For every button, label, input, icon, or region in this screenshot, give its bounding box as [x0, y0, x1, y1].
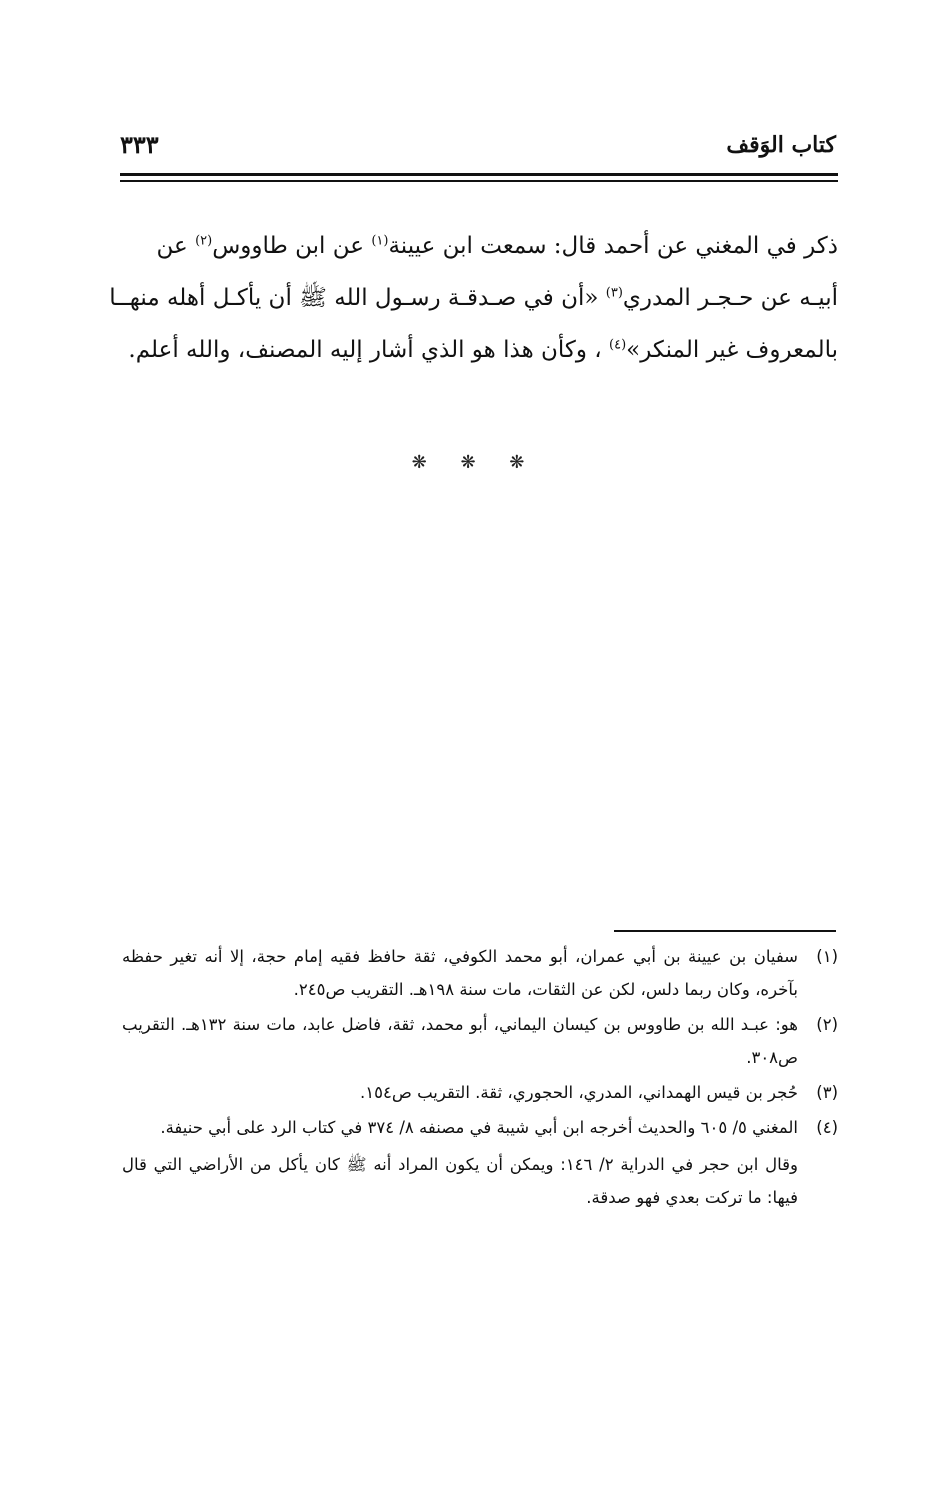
body-text: ، وكأن هذا هو الذي أشار إليه المصنف، والله أعلم. — [128, 337, 602, 363]
main-text — [109, 220, 838, 376]
footnote-1 — [122, 940, 838, 1006]
footnote-text: هو: عبـد الله بن طاووس بن كيسان اليماني، أبو محمد، ثقة، فاضل عابد، مات سنة ١٣٢هـ. التقريب ص٣٠٨. — [122, 1015, 798, 1067]
body-line-1 — [122, 220, 838, 272]
footnote-continuation: وقال ابن حجر في الدراية ٢/ ١٤٦: ويمكن أن يكون المراد أنه ﷺ كان يأكل من الأراضي التي قال فيها: ما تركت بعدي فهو صدقة. — [122, 1155, 798, 1207]
footnote-text: سفيان بن عيينة بن أبي عمران، أبو محمد الكوفي، ثقة حافظ فقيه إمام حجة، إلا أنه تغير حفظه بآخره، وكان ربما دلس، لكن عن الثقات، مات سنة ١٩٨هـ. التقريب ص٢٤٥. — [122, 947, 798, 999]
footnote-text: حُجر بن قيس الهمداني، المدري، الحجوري، ثقة. التقريب ص١٥٤. — [360, 1083, 798, 1102]
section-separator: ❋ ❋ ❋ — [411, 452, 539, 473]
body-line-2 — [109, 272, 838, 324]
body-line-3 — [122, 324, 838, 376]
body-text: بالمعروف غير المنكر» — [626, 337, 838, 363]
chapter-title: كتاب الوَقف — [726, 132, 836, 158]
header-rule-thick — [120, 173, 838, 176]
footnote-marker: (٣) — [605, 285, 623, 301]
running-header — [118, 128, 838, 168]
page-number: ٣٣٣ — [120, 130, 159, 159]
footnote-number: (٢) — [816, 1015, 838, 1034]
footnote-number: (١) — [816, 947, 838, 966]
header-rule-thin — [120, 180, 838, 182]
footnote-number: (٤) — [816, 1118, 838, 1137]
footnote-marker: (١) — [371, 233, 389, 249]
body-text: عن ابن طاووس — [212, 233, 364, 259]
body-text: عن — [156, 233, 188, 259]
body-text: أبيـه عن حـجـر المدري — [622, 285, 838, 311]
footnote-4 — [122, 1111, 838, 1214]
footnote-rule — [614, 930, 836, 932]
footnote-number: (٣) — [816, 1083, 838, 1102]
footnote-marker: (٤) — [609, 337, 627, 353]
footnote-3 — [122, 1076, 838, 1109]
footnotes — [122, 940, 838, 1216]
body-text: «أن في صـدقـة رسـول الله ﷺ أن يأكـل أهله منهــا — [109, 285, 599, 311]
footnote-2 — [122, 1008, 838, 1074]
body-text: ذكر في المغني عن أحمد قال: سمعت ابن عيينة — [388, 233, 838, 259]
footnote-text: المغني ٥/ ٦٠٥ والحديث أخرجه ابن أبي شيبة في مصنفه ٨/ ٣٧٤ في كتاب الرد على أبي حنيفة. — [160, 1118, 798, 1137]
footnote-marker: (٢) — [195, 233, 213, 249]
